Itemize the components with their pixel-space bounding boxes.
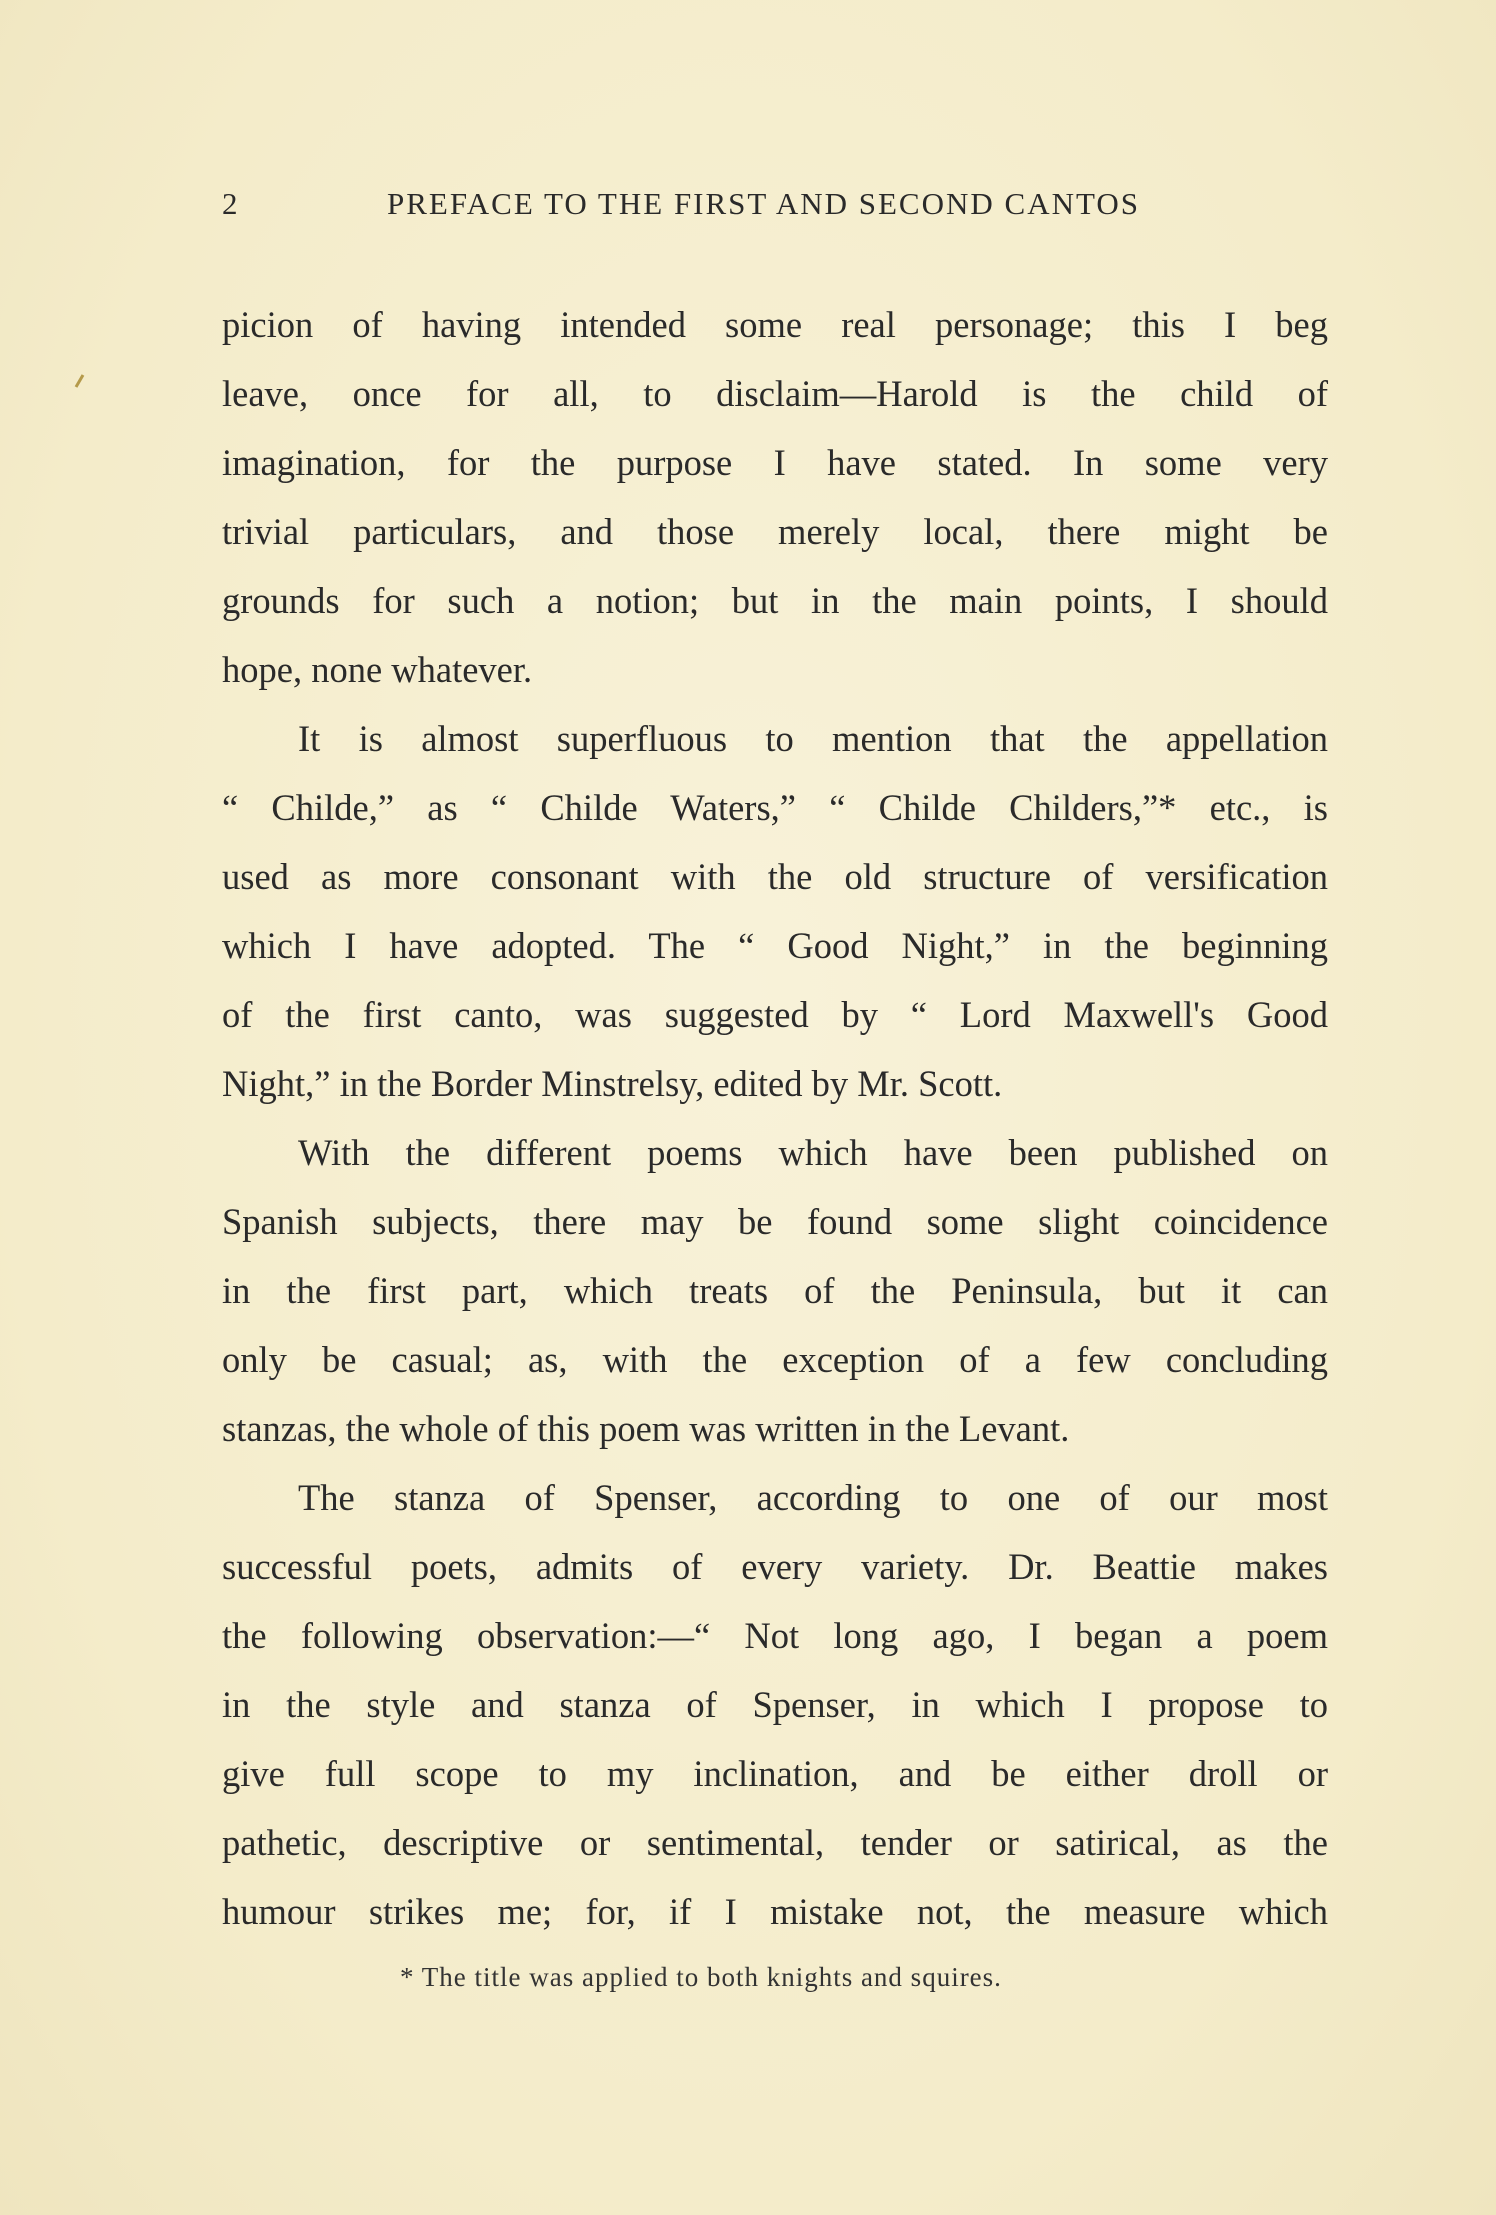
text-line: “ Childe,” as “ Childe Waters,” “ Childe Childers,”* etc., is [222, 787, 1328, 828]
text-line: used as more consonant with the old structure of versification [222, 856, 1328, 897]
text-line: give full scope to my inclination, and be either droll or [222, 1753, 1328, 1794]
text-line: which I have adopted. The “ Good Night,” in the beginning [222, 925, 1328, 966]
text-line: leave, once for all, to disclaim—Harold is the child of [222, 373, 1328, 414]
footnote: * The title was applied to both knights and squires. [400, 1962, 1002, 1992]
text-line: hope, none whatever. [222, 649, 533, 690]
text-line: With the different poems which have been published on [298, 1132, 1328, 1173]
text-line: Spanish subjects, there may be found some slight coincidence [222, 1201, 1328, 1242]
text-line: grounds for such a notion; but in the main points, I should [222, 580, 1328, 621]
text-line: The stanza of Spenser, according to one of our most [298, 1477, 1328, 1518]
text-line: successful poets, admits of every variety. Dr. Beattie makes [222, 1546, 1328, 1587]
text-line: the following observation:—“ Not long ago, I began a poem [222, 1615, 1328, 1656]
text-line: It is almost superfluous to mention that the appellation [298, 718, 1328, 759]
page-header [222, 186, 1328, 236]
text-line: only be casual; as, with the exception of a few concluding [222, 1339, 1328, 1380]
text-line: Night,” in the Border Minstrelsy, edited by Mr. Scott. [222, 1063, 1003, 1104]
text-line: in the style and stanza of Spenser, in which I propose to [222, 1684, 1328, 1725]
text-line: imagination, for the purpose I have stated. In some very [222, 442, 1328, 483]
body-text [222, 290, 1328, 1946]
running-head: PREFACE TO THE FIRST AND SECOND CANTOS [387, 186, 1140, 221]
page-number: 2 [222, 186, 240, 221]
text-line: stanzas, the whole of this poem was written in the Levant. [222, 1408, 1070, 1449]
text-line: humour strikes me; for, if I mistake not, the measure which [222, 1891, 1328, 1932]
text-line: of the first canto, was suggested by “ Lord Maxwell's Good [222, 994, 1328, 1035]
text-line: in the first part, which treats of the Peninsula, but it can [222, 1270, 1328, 1311]
stray-ink-mark [75, 374, 85, 388]
text-line: pathetic, descriptive or sentimental, tender or satirical, as the [222, 1822, 1328, 1863]
text-line: trivial particulars, and those merely local, there might be [222, 511, 1328, 552]
text-line: picion of having intended some real personage; this I beg [222, 304, 1328, 345]
